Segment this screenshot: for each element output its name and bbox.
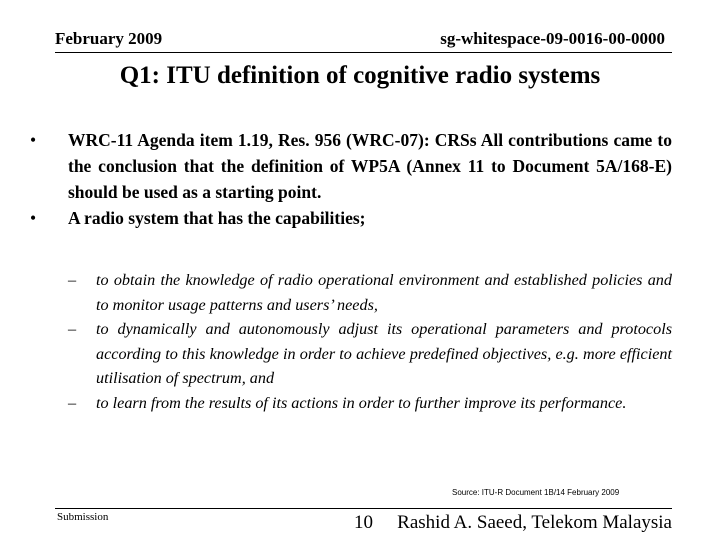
source-note: Source: ITU-R Document 1B/14 February 2009 [452, 488, 620, 497]
bullet-dot-icon: • [30, 130, 37, 150]
dash-icon: – [68, 320, 77, 338]
footer-divider [55, 508, 672, 509]
bullet-item-capabilities [30, 205, 672, 231]
sub-bullet-item [68, 391, 672, 416]
bullet-dot-icon: • [30, 208, 37, 228]
bullet-list [30, 127, 672, 231]
sub-bullet-text: to dynamically and autonomously adjust its operational parameters and protocols according to this knowledge in order to achieve predefined objectives, e.g. more efficient utilisation of spectrum, and [96, 320, 672, 387]
slide-title: Q1: ITU definition of cognitive radio systems [119, 62, 601, 89]
footer-author: Rashid A. Saeed, Telekom Malaysia [397, 512, 672, 533]
header-document-id: sg-whitespace-09-0016-00-0000 [440, 29, 665, 48]
bullet-text: A radio system that has the capabilities; [68, 208, 366, 228]
sub-bullet-text: to obtain the knowledge of radio operational environment and established policies and to monitor usage patterns and users’ needs, [96, 271, 672, 314]
sub-bullet-list [68, 268, 672, 415]
sub-bullet-text: to learn from the results of its actions in order to further improve its performance. [96, 393, 627, 412]
sub-bullet-item [68, 317, 672, 391]
bullet-text: WRC-11 Agenda item 1.19, Res. 956 (WRC-07): CRSs All contributions came to the conclusion that the definition of WP5A (Annex 11 to Document 5A/168-E) should be used as a starting point. [68, 130, 672, 202]
footer-page-number: 10 [354, 512, 373, 533]
header-date: February 2009 [55, 29, 163, 48]
footer-submission-label: Submission [57, 511, 109, 523]
sub-bullet-item [68, 268, 672, 317]
dash-icon: – [68, 271, 77, 289]
dash-icon: – [68, 393, 77, 412]
bullet-item-wrc11 [30, 127, 672, 205]
header-divider [55, 52, 672, 53]
